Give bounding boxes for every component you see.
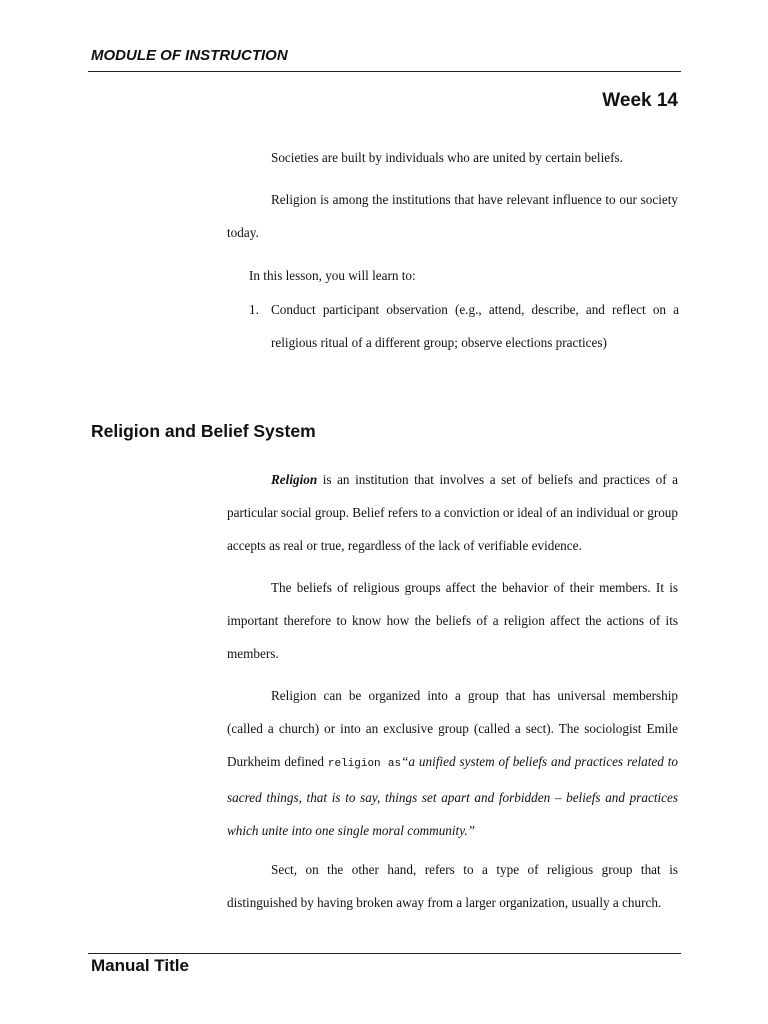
lesson-objectives-intro: In this lesson, you will learn to: bbox=[249, 268, 416, 283]
header-divider bbox=[88, 71, 681, 72]
objectives-list bbox=[249, 293, 679, 359]
footer-divider bbox=[88, 953, 681, 954]
religion-definition-paragraph bbox=[227, 463, 678, 562]
intro-paragraph-2: Religion is among the institutions that have relevant influence to our society today. bbox=[227, 192, 678, 240]
intro-paragraph-1: Societies are built by individuals who are united by certain beliefs. bbox=[271, 150, 623, 165]
module-header-title: MODULE OF INSTRUCTION bbox=[91, 47, 288, 64]
list-item bbox=[249, 293, 679, 359]
durkheim-quote: “a unified system of beliefs and practices related to sacred things, that is to say, things set apart and forbidden – beliefs and practices which unite into one single moral community.” bbox=[227, 754, 678, 838]
durkheim-paragraph bbox=[227, 679, 678, 847]
section-heading: Religion and Belief System bbox=[91, 421, 316, 441]
list-item-number: 1. bbox=[249, 302, 259, 317]
list-item-text: Conduct participant observation (e.g., attend, describe, and reflect on a religious ritual of a different group; observe elections practices) bbox=[271, 302, 679, 350]
beliefs-paragraph: The beliefs of religious groups affect the behavior of their members. It is important therefore to know how the beliefs of a religion affect the actions of its members. bbox=[227, 580, 678, 661]
religion-definition-text: is an institution that involves a set of beliefs and practices of a particular social group. Belief refers to a conviction or ideal of an individual or group accepts as real or true, regardless of the lack of verifiable evidence. bbox=[227, 472, 678, 553]
sect-paragraph: Sect, on the other hand, refers to a type of religious group that is distinguished by having broken away from a larger organization, usually a church. bbox=[227, 862, 678, 910]
footer-manual-title: Manual Title bbox=[91, 956, 189, 975]
religion-term: Religion bbox=[271, 472, 318, 487]
week-label: Week 14 bbox=[602, 90, 678, 111]
religion-as-text: religion as bbox=[327, 758, 402, 770]
durkheim-intro-text: Religion can be organized into a group that has universal membership (called a church) or into an exclusive group (called a sect). The sociologist Emile Durkheim defined bbox=[227, 688, 678, 769]
